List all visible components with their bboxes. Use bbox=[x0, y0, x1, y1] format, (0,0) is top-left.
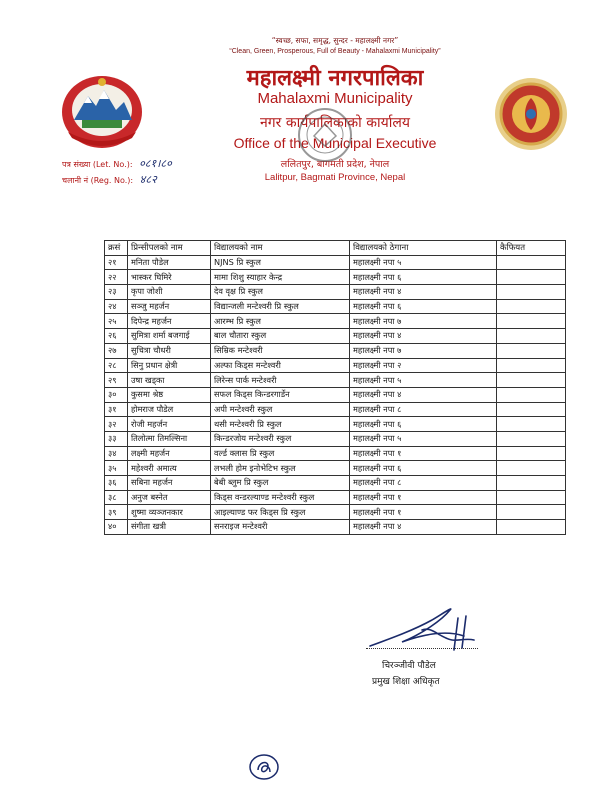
cell-serial-number: २१ bbox=[105, 255, 128, 270]
cell-remarks bbox=[497, 505, 566, 520]
cell-remarks bbox=[497, 520, 566, 535]
cell-school-name: आइल्याण्ड फर किड्स प्रि स्कुल bbox=[211, 505, 350, 520]
signature-line bbox=[366, 648, 478, 649]
table-row bbox=[105, 299, 566, 314]
cell-serial-number: २८ bbox=[105, 358, 128, 373]
principal-list-table bbox=[104, 240, 566, 535]
government-emblem-icon bbox=[58, 72, 146, 152]
cell-school-address: महालक्ष्मी नपा ६ bbox=[350, 461, 497, 476]
table-row bbox=[105, 329, 566, 344]
cell-school-name: NJNS प्रि स्कुल bbox=[211, 255, 350, 270]
cell-school-name: अपी मन्टेश्वरी स्कुल bbox=[211, 402, 350, 417]
registration-number-row bbox=[62, 172, 172, 188]
cell-remarks bbox=[497, 358, 566, 373]
cell-principal-name: होमराज पौडेल bbox=[128, 402, 211, 417]
cell-school-address: महालक्ष्मी नपा १ bbox=[350, 490, 497, 505]
cell-remarks bbox=[497, 431, 566, 446]
cell-remarks bbox=[497, 299, 566, 314]
cell-serial-number: ३९ bbox=[105, 505, 128, 520]
slogan-nepali: “स्वच्छ, सफा, समृद्ध, सुन्दर - महालक्ष्मी नगर” bbox=[271, 36, 399, 45]
cell-school-name: विद्यान्जली मन्टेश्वरी प्रि स्कुल bbox=[211, 299, 350, 314]
cell-serial-number: ३० bbox=[105, 387, 128, 402]
cell-school-name: लिरेन्स पार्क मन्टेश्वरी bbox=[211, 373, 350, 388]
cell-school-address: महालक्ष्मी नपा ५ bbox=[350, 373, 497, 388]
table-row bbox=[105, 446, 566, 461]
cell-principal-name: सञ्जु महर्जन bbox=[128, 299, 211, 314]
cell-principal-name: कृपा जोशी bbox=[128, 285, 211, 300]
table-row bbox=[105, 387, 566, 402]
table-row bbox=[105, 490, 566, 505]
cell-school-address: महालक्ष्मी नपा ७ bbox=[350, 343, 497, 358]
cell-principal-name: भास्कर घिमिरे bbox=[128, 270, 211, 285]
cell-remarks bbox=[497, 387, 566, 402]
table-row bbox=[105, 343, 566, 358]
cell-school-name: अल्फा किड्स मन्टेश्वरी bbox=[211, 358, 350, 373]
cell-principal-name: मनिता पौडेल bbox=[128, 255, 211, 270]
cell-principal-name: उषा खड्का bbox=[128, 373, 211, 388]
cell-principal-name: शुष्मा व्यञ्जनकार bbox=[128, 505, 211, 520]
cell-serial-number: ४० bbox=[105, 520, 128, 535]
table-row bbox=[105, 461, 566, 476]
cell-school-address: महालक्ष्मी नपा १ bbox=[350, 446, 497, 461]
registration-number-value: ४८२ bbox=[139, 173, 157, 186]
cell-serial-number: २४ bbox=[105, 299, 128, 314]
cell-principal-name: सुमित्रा शर्मा बजगाई bbox=[128, 329, 211, 344]
office-title-english: Office of the Municipal Executive bbox=[233, 135, 437, 151]
cell-school-name: बाल चौतारा स्कुल bbox=[211, 329, 350, 344]
reference-numbers bbox=[62, 156, 172, 188]
cell-principal-name: संगीता खत्री bbox=[128, 520, 211, 535]
cell-school-address: महालक्ष्मी नपा २ bbox=[350, 358, 497, 373]
table-row bbox=[105, 520, 566, 535]
cell-serial-number: २२ bbox=[105, 270, 128, 285]
cell-serial-number: ३६ bbox=[105, 476, 128, 491]
cell-school-name: मामा शिशु स्याहार केन्द्र bbox=[211, 270, 350, 285]
cell-school-address: महालक्ष्मी नपा ४ bbox=[350, 285, 497, 300]
cell-principal-name: लक्ष्मी महर्जन bbox=[128, 446, 211, 461]
cell-school-name: किड्स वन्डरल्याण्ड मन्टेश्वरी स्कुल bbox=[211, 490, 350, 505]
cell-school-name: आरम्भ प्रि स्कुल bbox=[211, 314, 350, 329]
cell-remarks bbox=[497, 417, 566, 432]
table-row bbox=[105, 402, 566, 417]
table-row bbox=[105, 431, 566, 446]
municipality-title-nepali: महालक्ष्मी नगरपालिका bbox=[246, 66, 424, 91]
cell-serial-number: ३५ bbox=[105, 461, 128, 476]
cell-serial-number: २५ bbox=[105, 314, 128, 329]
cell-principal-name: महेश्वरी अमात्य bbox=[128, 461, 211, 476]
table-row bbox=[105, 373, 566, 388]
signatory-title: प्रमुख शिक्षा अधिकृत bbox=[372, 677, 440, 687]
cell-remarks bbox=[497, 373, 566, 388]
letter-number-value: ०८१।८० bbox=[139, 157, 172, 170]
table-row bbox=[105, 505, 566, 520]
letter-number-label: पत्र संख्या (Let. No.): bbox=[62, 160, 133, 169]
header-remarks: कैफियत bbox=[497, 241, 566, 256]
cell-remarks bbox=[497, 343, 566, 358]
cell-school-name: बेबी ब्लुम प्रि स्कुल bbox=[211, 476, 350, 491]
cell-school-name: सफल किड्स किन्डरगार्डेन bbox=[211, 387, 350, 402]
slogan-english: “Clean, Green, Prosperous, Full of Beauty - Mahalaxmi Municipality” bbox=[229, 48, 441, 55]
cell-principal-name: सिनु प्रधान क्षेत्री bbox=[128, 358, 211, 373]
cell-school-name: सिम्रिक मन्टेश्वरी bbox=[211, 343, 350, 358]
header-school-name: विद्यालयको नाम bbox=[211, 241, 350, 256]
table-row bbox=[105, 358, 566, 373]
cell-school-name: थसी मन्टेश्वरी प्रि स्कुल bbox=[211, 417, 350, 432]
header-school-address: विद्यालयको ठेगाना bbox=[350, 241, 497, 256]
cell-principal-name: रोजी महर्जन bbox=[128, 417, 211, 432]
cell-school-address: महालक्ष्मी नपा ७ bbox=[350, 314, 497, 329]
letter-number-row bbox=[62, 156, 172, 172]
cell-principal-name: तिलोत्मा तिमल्सिना bbox=[128, 431, 211, 446]
cell-school-name: सनराइज मन्टेश्वरी bbox=[211, 520, 350, 535]
cell-school-address: महालक्ष्मी नपा ५ bbox=[350, 431, 497, 446]
signatory-name: चिरञ्जीवी पौडेल bbox=[382, 661, 436, 671]
cell-school-name: देव वृक्ष प्रि स्कुल bbox=[211, 285, 350, 300]
registration-number-label: चलानी नं (Reg. No.): bbox=[62, 176, 134, 185]
table-header-row bbox=[105, 241, 566, 256]
cell-school-address: महालक्ष्मी नपा १ bbox=[350, 505, 497, 520]
cell-remarks bbox=[497, 490, 566, 505]
cell-serial-number: २६ bbox=[105, 329, 128, 344]
cell-school-name: लभली होम इनोभेटिभ स्कुल bbox=[211, 461, 350, 476]
address-english: Lalitpur, Bagmati Province, Nepal bbox=[264, 172, 406, 183]
cell-school-name: किन्डरजोय मन्टेश्वरी स्कुल bbox=[211, 431, 350, 446]
cell-remarks bbox=[497, 461, 566, 476]
cell-serial-number: २९ bbox=[105, 373, 128, 388]
cell-remarks bbox=[497, 476, 566, 491]
cell-school-address: महालक्ष्मी नपा ६ bbox=[350, 299, 497, 314]
office-stamp-icon bbox=[296, 106, 354, 164]
municipality-seal-icon bbox=[493, 76, 569, 152]
cell-serial-number: ३४ bbox=[105, 446, 128, 461]
cell-principal-name: अनुज बस्नेत bbox=[128, 490, 211, 505]
header-principal-name: प्रिन्सीपलको नाम bbox=[128, 241, 211, 256]
cell-principal-name: कुसमा श्रेष्ठ bbox=[128, 387, 211, 402]
cell-school-address: महालक्ष्मी नपा ४ bbox=[350, 520, 497, 535]
table-row bbox=[105, 285, 566, 300]
cell-principal-name: दिपेन्द्र महर्जन bbox=[128, 314, 211, 329]
cell-serial-number: २३ bbox=[105, 285, 128, 300]
cell-principal-name: सुचित्रा चौधरी bbox=[128, 343, 211, 358]
cell-remarks bbox=[497, 270, 566, 285]
cell-school-address: महालक्ष्मी नपा ८ bbox=[350, 476, 497, 491]
cell-principal-name: सबिना महर्जन bbox=[128, 476, 211, 491]
cell-serial-number: ३८ bbox=[105, 490, 128, 505]
cell-school-address: महालक्ष्मी नपा ४ bbox=[350, 387, 497, 402]
municipality-title-english: Mahalaxmi Municipality bbox=[257, 90, 413, 107]
cell-remarks bbox=[497, 329, 566, 344]
cell-remarks bbox=[497, 285, 566, 300]
cell-remarks bbox=[497, 446, 566, 461]
cell-school-address: महालक्ष्मी नपा ६ bbox=[350, 270, 497, 285]
table-row bbox=[105, 417, 566, 432]
cell-school-address: महालक्ष्मी नपा ६ bbox=[350, 417, 497, 432]
cell-school-address: महालक्ष्मी नपा ४ bbox=[350, 329, 497, 344]
cell-remarks bbox=[497, 314, 566, 329]
office-title-nepali: नगर कार्यपालिकाको कार्यालय bbox=[260, 115, 410, 131]
cell-school-address: महालक्ष्मी नपा ५ bbox=[350, 255, 497, 270]
cell-school-name: वर्ल्ड क्लास प्रि स्कुल bbox=[211, 446, 350, 461]
cell-serial-number: ३१ bbox=[105, 402, 128, 417]
cell-remarks bbox=[497, 255, 566, 270]
cell-serial-number: २७ bbox=[105, 343, 128, 358]
table-row bbox=[105, 255, 566, 270]
header-serial-number: क्रसं bbox=[105, 241, 128, 256]
table-row bbox=[105, 476, 566, 491]
cell-serial-number: ३३ bbox=[105, 431, 128, 446]
cell-school-address: महालक्ष्मी नपा ८ bbox=[350, 402, 497, 417]
cell-remarks bbox=[497, 402, 566, 417]
page-number-mark-icon bbox=[246, 752, 282, 782]
table-row bbox=[105, 270, 566, 285]
table-row bbox=[105, 314, 566, 329]
address-nepali: ललितपुर, बागमती प्रदेश, नेपाल bbox=[280, 159, 390, 170]
cell-serial-number: ३२ bbox=[105, 417, 128, 432]
